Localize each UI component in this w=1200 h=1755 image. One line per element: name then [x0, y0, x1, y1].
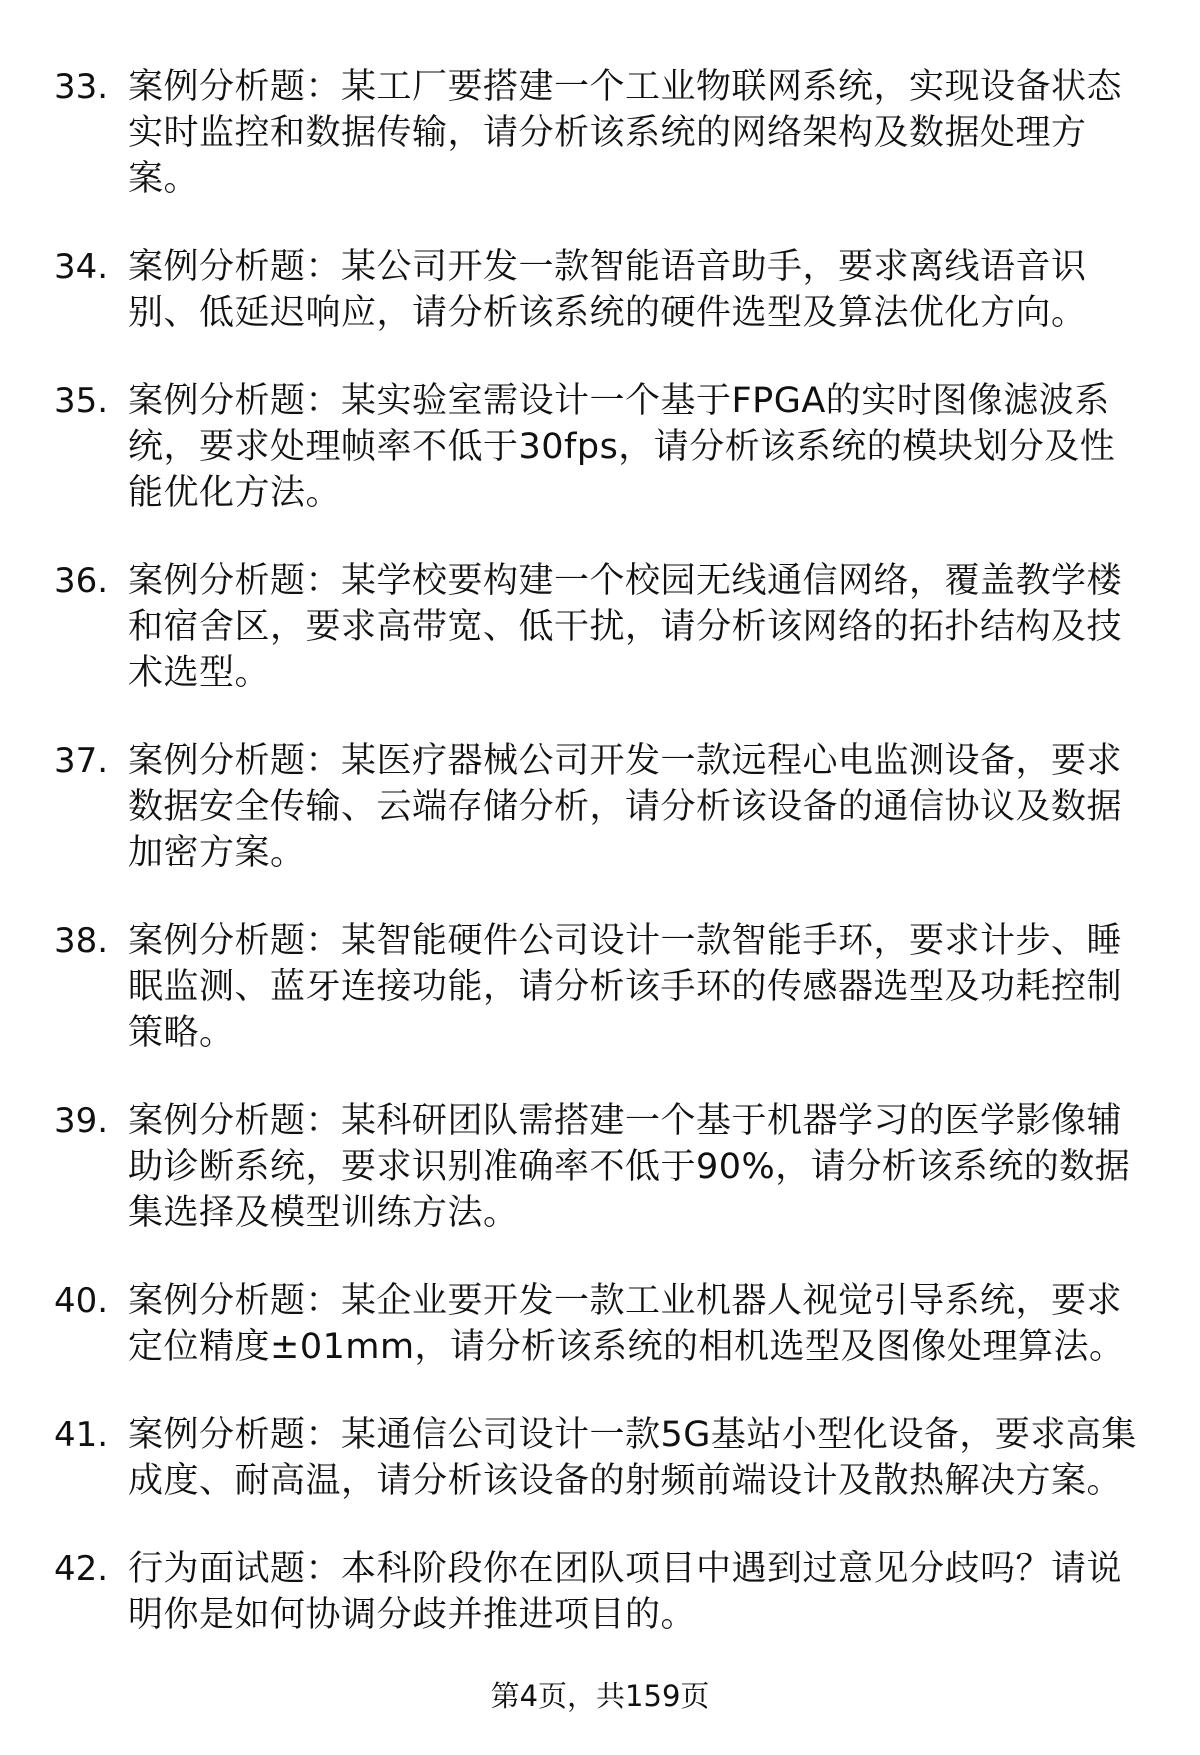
question-text-line: 眠监测、蓝牙连接功能，请分析该手环的传感器选型及功耗控制: [128, 967, 1123, 1007]
question-number: 35.: [54, 381, 109, 421]
question-item: [0, 918, 1200, 1056]
question-text-line: 案例分析题：某医疗器械公司开发一款远程心电监测设备，要求: [128, 741, 1123, 781]
question-text-line: 别、低延迟响应，请分析该系统的硬件选型及算法优化方向。: [128, 293, 1087, 333]
question-text-line: 案例分析题：某实验室需设计一个基于FPGA的实时图像滤波系: [128, 381, 1110, 421]
question-number: 40.: [54, 1281, 109, 1321]
question-text-line: 案例分析题：某智能硬件公司设计一款智能手环，要求计步、睡: [128, 921, 1123, 961]
question-text: [128, 918, 1200, 1056]
question-text-line: 实时监控和数据传输，请分析该系统的网络架构及数据处理方: [128, 113, 1087, 153]
question-text-line: 明你是如何协调分歧并推进项目的。: [128, 1595, 697, 1635]
question-item: [0, 378, 1200, 516]
question-number: 37.: [54, 741, 109, 781]
question-item: [0, 244, 1200, 336]
question-item: [0, 558, 1200, 696]
question-text-line: 术选型。: [128, 653, 271, 693]
question-number: 38.: [54, 921, 109, 961]
question-text-line: 集选择及模型训练方法。: [128, 1193, 519, 1233]
question-text: [128, 1546, 1200, 1638]
question-item: [0, 1412, 1200, 1504]
question-number: 39.: [54, 1101, 109, 1141]
question-text: [128, 1098, 1200, 1236]
question-text-line: 定位精度±01mm，请分析该系统的相机选型及图像处理算法。: [128, 1327, 1125, 1367]
question-text-line: 案例分析题：某工厂要搭建一个工业物联网系统，实现设备状态: [128, 67, 1123, 107]
question-number: 33.: [54, 67, 109, 107]
question-item: [0, 1546, 1200, 1638]
question-text: [128, 738, 1200, 876]
question-text: [128, 1278, 1200, 1370]
question-number: 36.: [54, 561, 109, 601]
question-text-line: 策略。: [128, 1013, 235, 1053]
question-text-line: 成度、耐高温，请分析该设备的射频前端设计及散热解决方案。: [128, 1461, 1123, 1501]
question-text-line: 数据安全传输、云端存储分析，请分析该设备的通信协议及数据: [128, 787, 1123, 827]
question-text-line: 能优化方法。: [128, 473, 342, 513]
page-number: 第4页，共159页: [490, 1679, 710, 1713]
question-item: [0, 1278, 1200, 1370]
question-text-line: 案例分析题：某公司开发一款智能语音助手，要求离线语音识: [128, 247, 1087, 287]
question-text: [128, 558, 1200, 696]
question-text-line: 案例分析题：某企业要开发一款工业机器人视觉引导系统，要求: [128, 1281, 1123, 1321]
question-item: [0, 1098, 1200, 1236]
question-text-line: 统，要求处理帧率不低于30fps，请分析该系统的模块划分及性: [128, 427, 1116, 467]
question-text-line: 和宿舍区，要求高带宽、低干扰，请分析该网络的拓扑结构及技: [128, 607, 1123, 647]
question-text-line: 案。: [128, 159, 200, 199]
question-list: [0, 64, 1200, 1680]
question-text-line: 案例分析题：某学校要构建一个校园无线通信网络，覆盖教学楼: [128, 561, 1123, 601]
question-number: 42.: [54, 1549, 109, 1589]
question-text-line: 行为面试题：本科阶段你在团队项目中遇到过意见分歧吗？请说: [128, 1549, 1123, 1589]
question-text-line: 助诊断系统，要求识别准确率不低于90%，请分析该系统的数据: [128, 1147, 1131, 1187]
question-text: [128, 378, 1200, 516]
question-text-line: 加密方案。: [128, 833, 306, 873]
question-item: [0, 64, 1200, 202]
question-text: [128, 64, 1200, 202]
question-text: [128, 1412, 1200, 1504]
question-text: [128, 244, 1200, 336]
question-text-line: 案例分析题：某科研团队需搭建一个基于机器学习的医学影像辅: [128, 1101, 1123, 1141]
question-text-line: 案例分析题：某通信公司设计一款5G基站小型化设备，要求高集: [128, 1415, 1137, 1455]
question-number: 34.: [54, 247, 109, 287]
question-item: [0, 738, 1200, 876]
question-number: 41.: [54, 1415, 109, 1455]
